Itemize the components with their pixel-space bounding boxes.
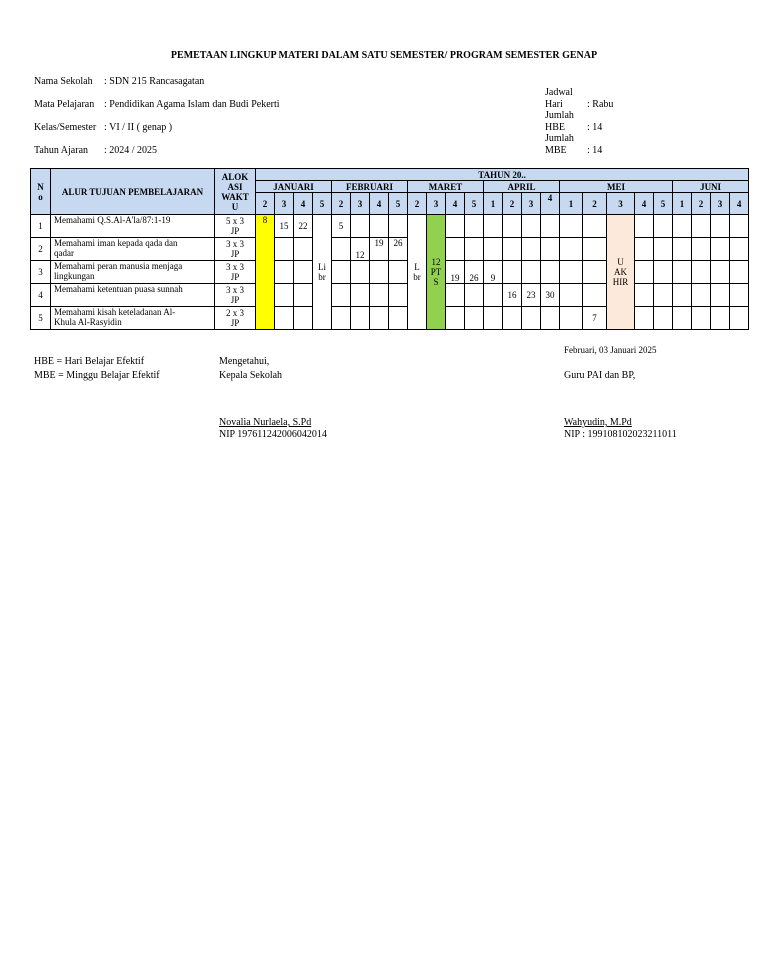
- schedule-table: [30, 168, 749, 330]
- week-header: 3: [275, 193, 294, 215]
- header-year: TAHUN 20..: [256, 169, 749, 181]
- week-cell: [560, 284, 583, 307]
- week-cell: [275, 284, 294, 307]
- week-header: 3: [711, 193, 730, 215]
- week-header: 1: [673, 193, 692, 215]
- week-header: 3: [522, 193, 541, 215]
- week-header: 5: [313, 193, 332, 215]
- week-header: 5: [465, 193, 484, 215]
- week-cell: [711, 261, 730, 284]
- week-cell: [370, 215, 389, 238]
- week-cell: [730, 261, 749, 284]
- pts-cell: 12 PT S: [427, 215, 446, 330]
- week-cell: [389, 307, 408, 330]
- week-cell: [541, 307, 560, 330]
- week-header: 2: [332, 193, 351, 215]
- week-header: 4: [541, 193, 560, 215]
- sign-left-nip: NIP 197611242006042014: [219, 429, 327, 440]
- class-label: Kelas/Semester: [34, 122, 97, 133]
- week-cell: [711, 307, 730, 330]
- week-cell: [522, 307, 541, 330]
- week-cell: 5: [332, 215, 351, 238]
- week-header: 2: [692, 193, 711, 215]
- week-cell: [583, 284, 607, 307]
- week-cell: [635, 284, 654, 307]
- week-cell: 9: [484, 261, 503, 284]
- week-cell: [654, 284, 673, 307]
- year-value: : 2024 / 2025: [104, 145, 158, 156]
- week-cell: 15: [275, 215, 294, 238]
- row-no: 5: [31, 307, 51, 330]
- row-alur: Memahami Q.S.Al-A'la/87:1-19: [51, 215, 215, 238]
- row-alur: Memahami kisah keteladanan Al- Khula Al-Rasyidin: [51, 307, 215, 330]
- schedule-mbe-label-2: MBE: [545, 145, 567, 156]
- week-cell: [673, 215, 692, 238]
- week-cell: [465, 307, 484, 330]
- month-april: APRIL: [484, 181, 560, 193]
- week-cell: [484, 307, 503, 330]
- week-header: 4: [730, 193, 749, 215]
- week-header: 4: [370, 193, 389, 215]
- week-header: 3: [427, 193, 446, 215]
- school-value: : SDN 215 Rancasagatan: [104, 76, 205, 87]
- table-row: [31, 307, 749, 330]
- week-cell: [446, 284, 465, 307]
- week-cell: [446, 307, 465, 330]
- sign-left-line1: Mengetahui,: [219, 356, 270, 367]
- week-cell: [730, 238, 749, 261]
- row-alokasi: 3 x 3 JP: [215, 261, 256, 284]
- week-cell: [692, 284, 711, 307]
- week-cell: 19: [370, 238, 389, 261]
- subject-label: Mata Pelajaran: [34, 99, 95, 110]
- school-label: Nama Sekolah: [34, 76, 93, 87]
- header-no: N o: [31, 169, 51, 215]
- page-title: PEMETAAN LINGKUP MATERI DALAM SATU SEMESTER/ PROGRAM SEMESTER GENAP: [170, 50, 598, 61]
- header-alokasi: ALOK ASI WAKT U: [215, 169, 256, 215]
- week-cell: 30: [541, 284, 560, 307]
- week-cell: [465, 238, 484, 261]
- month-februari: FEBRUARI: [332, 181, 408, 193]
- week-header: 1: [560, 193, 583, 215]
- week-header: 2: [503, 193, 522, 215]
- row-no: 3: [31, 261, 51, 284]
- week-cell: [654, 307, 673, 330]
- week-cell: [522, 215, 541, 238]
- table-row: [31, 284, 749, 307]
- row-no: 2: [31, 238, 51, 261]
- week-cell: [583, 238, 607, 261]
- sign-right-name: Wahyudin, M.Pd: [564, 417, 632, 428]
- week-header: 2: [256, 193, 275, 215]
- week-cell: [560, 307, 583, 330]
- week-cell: [692, 215, 711, 238]
- week-cell: [351, 284, 370, 307]
- uakhir-cell: U AK HIR: [607, 215, 635, 330]
- week-cell: [389, 215, 408, 238]
- week-cell: [541, 238, 560, 261]
- week-cell: [351, 307, 370, 330]
- schedule-mbe-label-1: Jumlah: [545, 133, 574, 144]
- week-header: 5: [654, 193, 673, 215]
- schedule-day-value: : Rabu: [587, 99, 614, 110]
- week-cell: [635, 215, 654, 238]
- week-cell: [541, 215, 560, 238]
- week-cell: [730, 307, 749, 330]
- sign-right-nip: NIP : 199108102023211011: [564, 429, 677, 440]
- week-cell: [484, 238, 503, 261]
- week-cell: [484, 284, 503, 307]
- sign-right-line: Guru PAI dan BP,: [564, 370, 636, 381]
- row-alur: Memahami ketentuan puasa sunnah: [51, 284, 215, 307]
- week-cell: [673, 284, 692, 307]
- week-cell: [370, 307, 389, 330]
- week-cell: [583, 215, 607, 238]
- week-cell: [332, 238, 351, 261]
- week-cell: [635, 238, 654, 261]
- year-label: Tahun Ajaran: [34, 145, 89, 156]
- week-cell: [389, 261, 408, 284]
- week-cell: [275, 238, 294, 261]
- week-cell: 26: [465, 261, 484, 284]
- week-cell: [673, 307, 692, 330]
- week-cell: [446, 215, 465, 238]
- week-cell: [692, 238, 711, 261]
- week-cell: [370, 284, 389, 307]
- week-cell: [351, 261, 370, 284]
- week-cell: [692, 261, 711, 284]
- week-cell: [522, 238, 541, 261]
- week-cell: [389, 284, 408, 307]
- week-cell: [465, 215, 484, 238]
- month-juni: JUNI: [673, 181, 749, 193]
- week-cell: [465, 284, 484, 307]
- week-cell: [541, 261, 560, 284]
- legend-hbe: HBE = Hari Belajar Efektif: [34, 356, 145, 367]
- week-cell: [730, 215, 749, 238]
- table-row: [31, 215, 749, 238]
- libur-mar-cell: L br: [408, 215, 427, 330]
- sign-left-line2: Kepala Sekolah: [219, 370, 283, 381]
- week-cell: [370, 261, 389, 284]
- week-header: 2: [408, 193, 427, 215]
- row-alokasi: 5 x 3 JP: [215, 215, 256, 238]
- week-cell: [503, 238, 522, 261]
- row-alokasi: 3 x 3 JP: [215, 238, 256, 261]
- week-header: 4: [294, 193, 313, 215]
- week-cell: [654, 261, 673, 284]
- row-alur: Memahami peran manusia menjaga lingkungan: [51, 261, 215, 284]
- schedule-hbe-value: : 14: [587, 122, 603, 133]
- subject-value: : Pendidikan Agama Islam dan Budi Pekerti: [104, 99, 280, 110]
- week-cell: [275, 261, 294, 284]
- schedule-hbe-label-2: HBE: [545, 122, 565, 133]
- libur-jan-cell: Li br: [313, 215, 332, 330]
- week-cell: [332, 284, 351, 307]
- week-cell: [446, 238, 465, 261]
- week-cell: [503, 261, 522, 284]
- week-cell: [730, 284, 749, 307]
- week-cell: [503, 307, 522, 330]
- week-cell: [503, 215, 522, 238]
- month-mei: MEI: [560, 181, 673, 193]
- week-cell: [654, 238, 673, 261]
- legend-mbe: MBE = Minggu Belajar Efektif: [34, 370, 160, 381]
- week-header: 5: [389, 193, 408, 215]
- week-cell: 16: [503, 284, 522, 307]
- week-cell: [711, 238, 730, 261]
- schedule-day-label-1: Jadwal: [545, 87, 573, 98]
- table-row: [31, 261, 749, 284]
- week-cell: [294, 307, 313, 330]
- week-cell: [294, 238, 313, 261]
- sign-left-name: Novalia Nurlaela, S.Pd: [219, 417, 312, 428]
- week-cell: [351, 215, 370, 238]
- row-alokasi: 3 x 3 JP: [215, 284, 256, 307]
- week-cell: [560, 261, 583, 284]
- week-cell: [484, 215, 503, 238]
- week-cell: [560, 215, 583, 238]
- header-alur: ALUR TUJUAN PEMBELAJARAN: [51, 169, 215, 215]
- week-header: 2: [583, 193, 607, 215]
- row-alokasi: 2 x 3 JP: [215, 307, 256, 330]
- week-cell: 26: [389, 238, 408, 261]
- week-header: 4: [635, 193, 654, 215]
- week-cell: 23: [522, 284, 541, 307]
- week-cell: [711, 215, 730, 238]
- table-row: [31, 238, 749, 261]
- week-header: 4: [446, 193, 465, 215]
- row-no: 1: [31, 215, 51, 238]
- week-cell: [711, 284, 730, 307]
- week-cell-jan2: 8: [256, 215, 275, 330]
- schedule-hbe-label-1: Jumlah: [545, 110, 574, 121]
- week-cell: [294, 261, 313, 284]
- schedule-day-label-2: Hari: [545, 99, 563, 110]
- week-cell: [294, 284, 313, 307]
- schedule-mbe-value: : 14: [587, 145, 603, 156]
- week-cell: [673, 238, 692, 261]
- week-cell: [560, 238, 583, 261]
- week-cell: [692, 307, 711, 330]
- week-cell: 7: [583, 307, 607, 330]
- row-alur: Memahami iman kepada qada dan qadar: [51, 238, 215, 261]
- month-januari: JANUARI: [256, 181, 332, 193]
- month-maret: MARET: [408, 181, 484, 193]
- sign-date: Februari, 03 Januari 2025: [564, 345, 657, 355]
- row-no: 4: [31, 284, 51, 307]
- week-cell: [332, 307, 351, 330]
- week-cell: 19: [446, 261, 465, 284]
- week-cell: [275, 307, 294, 330]
- week-cell: [332, 261, 351, 284]
- class-value: : VI / II ( genap ): [104, 122, 173, 133]
- week-cell: [522, 261, 541, 284]
- week-cell: [635, 261, 654, 284]
- week-cell: [583, 261, 607, 284]
- week-cell: 12: [351, 238, 370, 261]
- week-cell: [635, 307, 654, 330]
- week-header: 3: [607, 193, 635, 215]
- week-cell: 22: [294, 215, 313, 238]
- week-header: 3: [351, 193, 370, 215]
- week-header: 1: [484, 193, 503, 215]
- week-cell: [654, 215, 673, 238]
- week-cell: [673, 261, 692, 284]
